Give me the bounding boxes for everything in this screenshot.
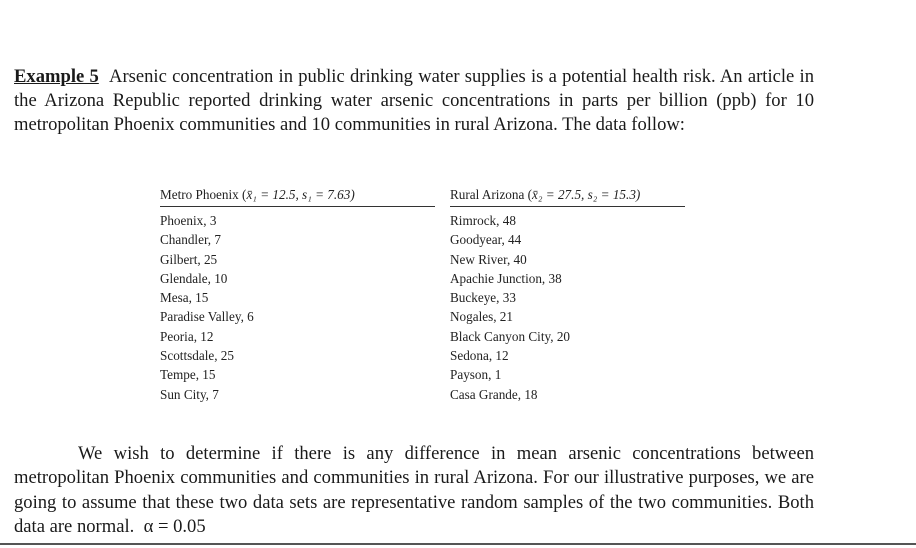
metro-row: Gilbert, 25 — [160, 251, 218, 267]
closing-paragraph — [14, 442, 814, 540]
metro-row: Glendale, 10 — [160, 270, 228, 286]
rural-row: Goodyear, 44 — [450, 232, 522, 248]
metro-row: Scottsdale, 25 — [160, 348, 234, 364]
metro-row: Chandler, 7 — [160, 232, 221, 248]
metro-header-name: Metro Phoenix ( — [160, 187, 247, 202]
metro-phoenix-header — [160, 186, 435, 207]
bottom-divider — [0, 543, 916, 545]
metro-row: Peoria, 12 — [160, 328, 214, 344]
rural-row: Black Canyon City, 20 — [450, 328, 571, 344]
intro-text: Arsenic concentration in public drinking water supplies is a potential health risk. An article in the Arizona Republic reported drinking water arsenic concentrations in parts per billion (ppb) for 10 metropolitan Phoenix communities and 10 communities in rural Arizona. The data follow: — [14, 66, 814, 135]
rural-arizona-header — [450, 186, 685, 207]
metro-rows — [160, 211, 435, 404]
rural-row: Apachie Junction, 38 — [450, 270, 562, 286]
rural-header-stats: x̄₂ = 27.5, s₂ = 15.3) — [532, 187, 641, 202]
rural-header-name: Rural Arizona ( — [450, 187, 533, 202]
alpha-value: α = 0.05 — [143, 516, 206, 538]
closing-text: We wish to determine if there is any difference in mean arsenic concentrations between metropolitan Phoenix communities and communities in rural Arizona. For our illustrative purposes, we are going to assume that these two data sets are representative random samples of the two communities. Both data are normal. — [14, 443, 814, 538]
rural-row: Buckeye, 33 — [450, 290, 516, 306]
metro-row: Paradise Valley, 6 — [160, 309, 254, 325]
metro-row: Tempe, 15 — [160, 367, 216, 383]
metro-row: Phoenix, 3 — [160, 213, 217, 228]
rural-row: Nogales, 21 — [450, 309, 513, 325]
metro-row: Sun City, 7 — [160, 386, 219, 402]
rural-arizona-column — [450, 186, 685, 404]
example-label: Example 5 — [14, 66, 99, 87]
rural-row: New River, 40 — [450, 251, 527, 267]
metro-phoenix-column — [160, 186, 435, 404]
rural-row: Sedona, 12 — [450, 348, 509, 364]
rural-row: Casa Grande, 18 — [450, 386, 538, 402]
intro-paragraph — [14, 65, 814, 137]
rural-rows — [450, 211, 685, 404]
metro-header-stats: x̄₁ = 12.5, s₁ = 7.63) — [246, 187, 355, 202]
rural-row: Rimrock, 48 — [450, 213, 516, 228]
rural-row: Payson, 1 — [450, 367, 502, 383]
metro-row: Mesa, 15 — [160, 290, 209, 306]
